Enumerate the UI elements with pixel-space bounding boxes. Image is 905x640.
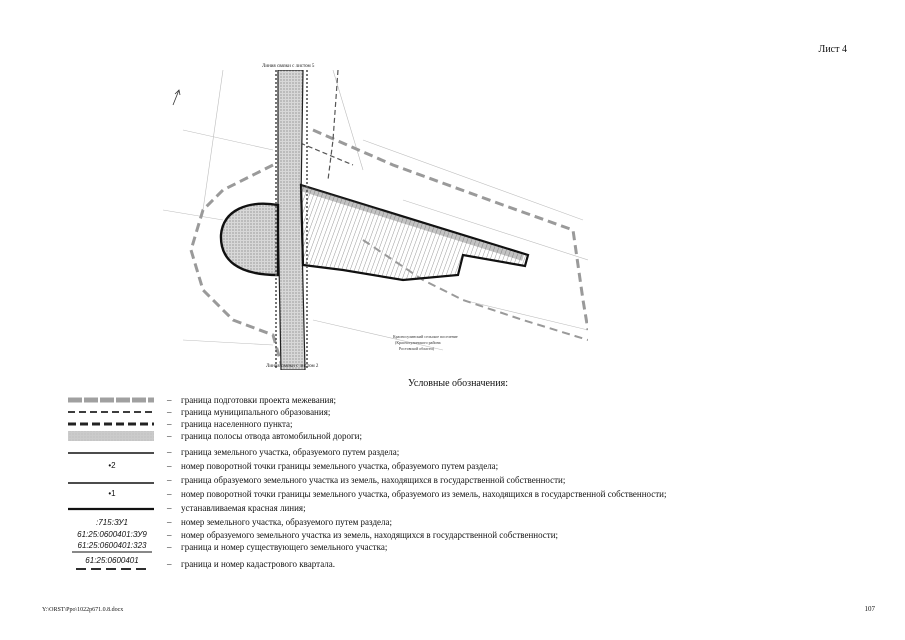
north-arrow-icon [173, 90, 180, 105]
legend-row: – граница муниципального образования; [66, 406, 786, 420]
road-strip-symbol [66, 430, 158, 444]
legend-row: •1 – номер поворотной точки границы земельного участка, образуемого из земель, находящихся в государственной собственности; [66, 488, 786, 502]
legend-row: 61:25:0600401 – граница и номер кадастрового квартала. [66, 558, 786, 572]
legend-row: :715:ЗУ1 – номер земельного участка, образуемого путем раздела; [66, 516, 786, 530]
svg-text:(Красносулинского района: (Красносулинского района [395, 340, 441, 345]
state-turning-point-symbol: •1 [108, 489, 116, 498]
legend-row: 61:25:0600401:ЗУ9 – номер образуемого земельного участка из земель, находящихся в государственной собственности; [66, 529, 786, 543]
sheet-label: Лист 4 [818, 44, 847, 55]
parcel-boundary-symbol [66, 446, 158, 460]
legend-row: •2 – номер поворотной точки границы земельного участка, образуемого путем раздела; [66, 460, 786, 474]
legend-row: – граница полосы отвода автомобильной дороги; [66, 430, 786, 444]
legend-title: Условные обозначения: [408, 378, 509, 389]
parcel-number-symbol: :715:ЗУ1 [96, 518, 128, 527]
legend-row: – граница земельного участка, образуемого путем раздела; [66, 446, 786, 460]
footer-file-path: Y:\ORST\Рро\1022р671.0.8.docx [42, 607, 124, 613]
red-line-symbol [66, 502, 158, 516]
cadastral-map [163, 70, 588, 370]
legend-row: – устанавливаемая красная линия; [66, 502, 786, 516]
map-bottom-label: Линия связки с листом 2 [266, 364, 319, 369]
existing-parcel-symbol: 61:25:0600401:323 [77, 541, 147, 550]
map-note: Красносулинский сельское поселение [393, 334, 458, 339]
legend-row: – граница подготовки проекта межевания; [66, 394, 786, 408]
footer-page-number: 107 [864, 605, 875, 613]
state-parcel-boundary-symbol [66, 474, 158, 488]
state-parcel-number-symbol: 61:25:0600401:ЗУ9 [77, 530, 147, 539]
cadastral-quarter-symbol: 61:25:0600401 [85, 556, 139, 565]
legend-row: 61:25:0600401:323 – граница и номер существующего земельного участка; [66, 541, 786, 555]
svg-text:Ростовской области): Ростовской области) [399, 346, 434, 351]
map-top-label: Линия связки с листом 5 [262, 64, 315, 69]
legend-row: – граница образуемого земельного участка из земель, находящихся в государственной собственности; [66, 474, 786, 488]
legend-row: – граница населенного пункта; [66, 418, 786, 432]
turning-point-symbol: •2 [108, 461, 116, 470]
